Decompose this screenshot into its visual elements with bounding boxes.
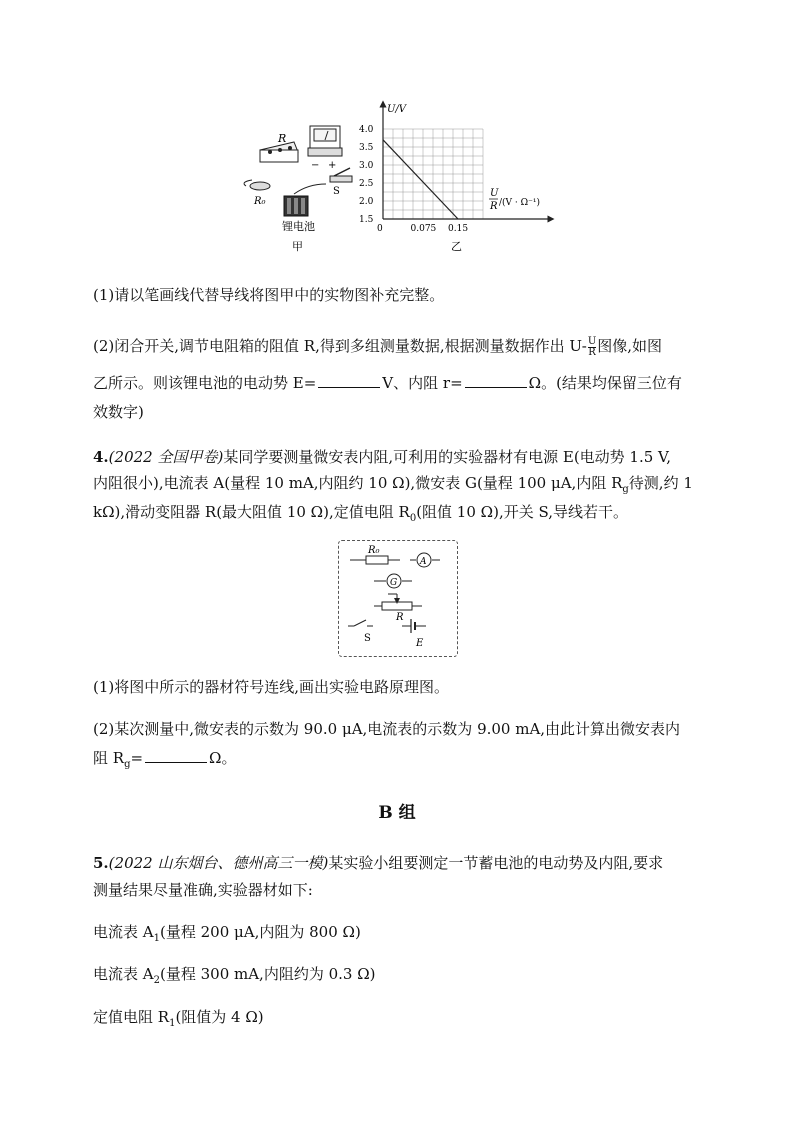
- q4-part2-line2: [93, 748, 236, 775]
- q5-item3-a: 定值电阻 R: [93, 1008, 170, 1026]
- emf-blank[interactable]: [318, 373, 380, 388]
- rg-blank[interactable]: [145, 748, 207, 763]
- switch-label: S: [364, 633, 371, 644]
- q5-text-1: 某实验小组要测定一节蓄电池的电动势及内阻,要求: [328, 854, 664, 872]
- source-label: E: [416, 638, 424, 649]
- rheostat-label: R: [396, 612, 404, 623]
- q5-line1: [93, 853, 663, 873]
- x-tick-label: 0.075: [410, 224, 437, 234]
- q3-p3-b: V、内阻 r=: [382, 374, 463, 392]
- x-label-num: U: [490, 188, 499, 199]
- label-r0: R₀: [254, 196, 266, 207]
- series-line: [383, 140, 458, 219]
- x-tick-labels: [377, 224, 468, 234]
- q5-item1-b: (量程 200 μA,内阻为 800 Ω): [159, 923, 361, 941]
- q5-item2: [93, 964, 376, 991]
- voltmeter: [308, 126, 342, 156]
- graph-grid: [383, 129, 483, 219]
- q4-part2-line1: (2)某次测量中,微安表的示数为 90.0 μA,电流表的示数为 9.00 mA,由此计算出微安表内: [93, 720, 681, 738]
- q4-source: (2022 全国甲卷): [108, 448, 224, 466]
- q4-text-3: kΩ),滑动变阻器 R(最大阻值 10 Ω),定值电阻 R: [93, 503, 410, 521]
- q5-item3-b: (阻值为 4 Ω): [175, 1008, 264, 1026]
- q3-part1: (1)请以笔画线代替导线将图甲中的实物图补充完整。: [93, 286, 445, 304]
- q3-part2-line3: 效数字): [93, 403, 144, 421]
- q3-part2-line2: [93, 373, 682, 393]
- caption-b: 乙: [451, 240, 462, 253]
- q4-p3-b: =: [130, 749, 144, 767]
- figure-graph: [356, 98, 556, 258]
- q3-p3-c: Ω。(结果均保留三位有: [528, 374, 682, 392]
- q5-item3-sub: 1: [169, 1018, 176, 1029]
- circuit-symbols: [338, 540, 458, 657]
- y-tick-label: 2.5: [359, 179, 374, 189]
- label-r-box: R: [278, 132, 287, 145]
- q5-line2: 测量结果尽量准确,实验器材如下:: [93, 881, 313, 899]
- q5-item2-a: 电流表 A: [93, 965, 154, 983]
- battery: [284, 184, 326, 216]
- q4-part1: (1)将图中所示的器材符号连线,画出实验电路原理图。: [93, 678, 450, 696]
- section-b-heading: B 组: [378, 803, 416, 823]
- switch-symbol: [354, 620, 366, 626]
- x-tick-label: 0.15: [448, 224, 469, 234]
- rheostat-symbol: [382, 602, 412, 610]
- y-tick-label: 1.5: [359, 215, 374, 225]
- q3-p3-a: 乙所示。则该锂电池的电动势 E=: [93, 374, 317, 392]
- x-tick-label: 0: [377, 224, 383, 234]
- q3-frac-num: U: [587, 335, 597, 347]
- q5-source: (2022 山东烟台、德州高三一模): [108, 854, 329, 872]
- q4-p3-c: Ω。: [209, 749, 237, 767]
- resistor-r0: [244, 180, 270, 190]
- q4-text-2-end: 待测,约 1: [628, 474, 693, 492]
- q3-fraction: [588, 337, 596, 358]
- label-battery: 锂电池: [282, 220, 315, 233]
- y-tick-label: 2.0: [359, 197, 374, 207]
- r0-label: R₀: [368, 545, 380, 556]
- q4-text-3-end: (阻值 10 Ω),开关 S,导线若干。: [416, 503, 628, 521]
- q4-line3: [93, 502, 628, 529]
- q4-line2: [93, 473, 693, 500]
- q3-part2-line1: [93, 336, 662, 358]
- q5-number: 5.: [93, 854, 109, 872]
- q3-p2-b: 图像,如图: [597, 337, 663, 355]
- q4-text-1: 某同学要测量微安表内阻,可利用的实验器材有电源 E(电动势 1.5 V,: [223, 448, 672, 466]
- q5-item2-b: (量程 300 mA,内阻约为 0.3 Ω): [159, 965, 376, 983]
- resistance-blank[interactable]: [465, 373, 527, 388]
- q5-item2-sub: 2: [153, 975, 160, 986]
- y-tick-labels: [359, 125, 374, 225]
- q3-p2-a: (2)闭合开关,调节电阻箱的阻值 R,得到多组测量数据,根据测量数据作出 U-: [93, 337, 587, 355]
- x-label-unit: /(V · Ω⁻¹): [499, 198, 540, 208]
- q4-p3-sub: g: [124, 759, 131, 770]
- q4-text-3-sub: 0: [409, 513, 417, 524]
- q5-item3: [93, 1007, 264, 1034]
- figure-apparatus: [238, 118, 358, 258]
- q5-item1: [93, 922, 361, 949]
- q3-frac-den: R: [588, 346, 596, 358]
- q4-text-2-sub: g: [622, 484, 629, 495]
- ammeter-label: A: [420, 557, 427, 567]
- q4-line1: [93, 447, 671, 467]
- label-switch: S: [333, 186, 340, 197]
- label-plus: +: [328, 160, 337, 171]
- q4-p3-a: 阻 R: [93, 749, 125, 767]
- y-tick-label: 4.0: [359, 125, 374, 135]
- y-tick-label: 3.5: [359, 143, 374, 153]
- y-axis-label: U/V: [387, 104, 407, 115]
- resistance-box: [260, 142, 298, 162]
- label-minus: −: [311, 160, 320, 171]
- q4-number: 4.: [93, 448, 109, 466]
- q4-text-2: 内阻很小),电流表 A(量程 10 mA,内阻约 10 Ω),微安表 G(量程 100 μA,内阻 R: [93, 474, 623, 492]
- q5-item1-a: 电流表 A: [93, 923, 154, 941]
- r0-symbol: [366, 556, 388, 564]
- galvanometer-label: G: [390, 578, 398, 588]
- x-label-den: R: [490, 201, 498, 212]
- q5-item1-sub: 1: [153, 933, 160, 944]
- y-tick-label: 3.0: [359, 161, 374, 171]
- caption-a: 甲: [292, 240, 303, 253]
